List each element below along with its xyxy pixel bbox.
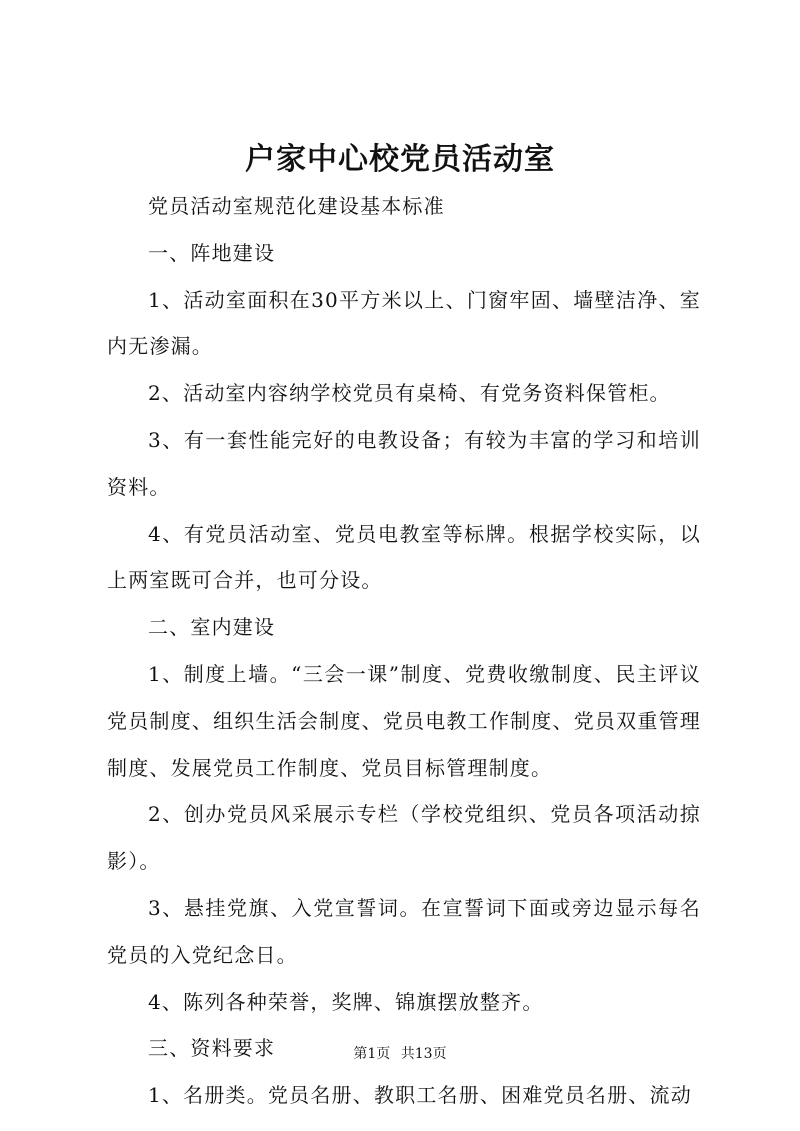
paragraph: 1、名册类。党员名册、教职工名册、困难党员名册、流动 — [148, 1083, 692, 1108]
paragraph: 1、活动室面积在30平方米以上、门窗牢固、墙壁洁净、室内无渗漏。 — [107, 287, 701, 359]
paragraph: 3、悬挂党旗、入党宣誓词。在宣誓词下面或旁边显示每名党员的入党纪念日。 — [107, 895, 701, 967]
paragraph: 4、陈列各种荣誉，奖牌、锦旗摆放整齐。 — [148, 989, 544, 1014]
section-heading-2: 二、室内建设 — [148, 615, 276, 640]
document-body — [107, 183, 701, 1119]
page-footer — [0, 1044, 800, 1064]
page-total: 共13页 — [400, 1046, 447, 1062]
paragraph: 2、活动室内容纳学校党员有桌椅、有党务资料保管柜。 — [148, 381, 671, 406]
paragraph: 1、制度上墙。“三会一课”制度、党费收缴制度、民主评议党员制度、组织生活会制度、党员电教工作制度、党员双重管理制度、发展党员工作制度、党员目标管理制度。 — [107, 661, 701, 780]
section-heading-3: 三、资料要求 — [148, 1036, 276, 1061]
paragraph: 4、有党员活动室、党员电教室等标牌。根据学校实际，以上两室既可合并，也可分设。 — [107, 521, 701, 593]
page-number: 第1页 — [353, 1046, 391, 1062]
paragraph: 3、有一套性能完好的电教设备；有较为丰富的学习和培训资料。 — [107, 427, 701, 499]
section-heading-1: 一、阵地建设 — [148, 240, 276, 265]
document-title: 户家中心校党员活动室 — [245, 142, 555, 177]
paragraph-subtitle: 党员活动室规范化建设基本标准 — [148, 194, 445, 218]
paragraph: 2、创办党员风采展示专栏（学校党组织、党员各项活动掠影）。 — [107, 802, 701, 874]
